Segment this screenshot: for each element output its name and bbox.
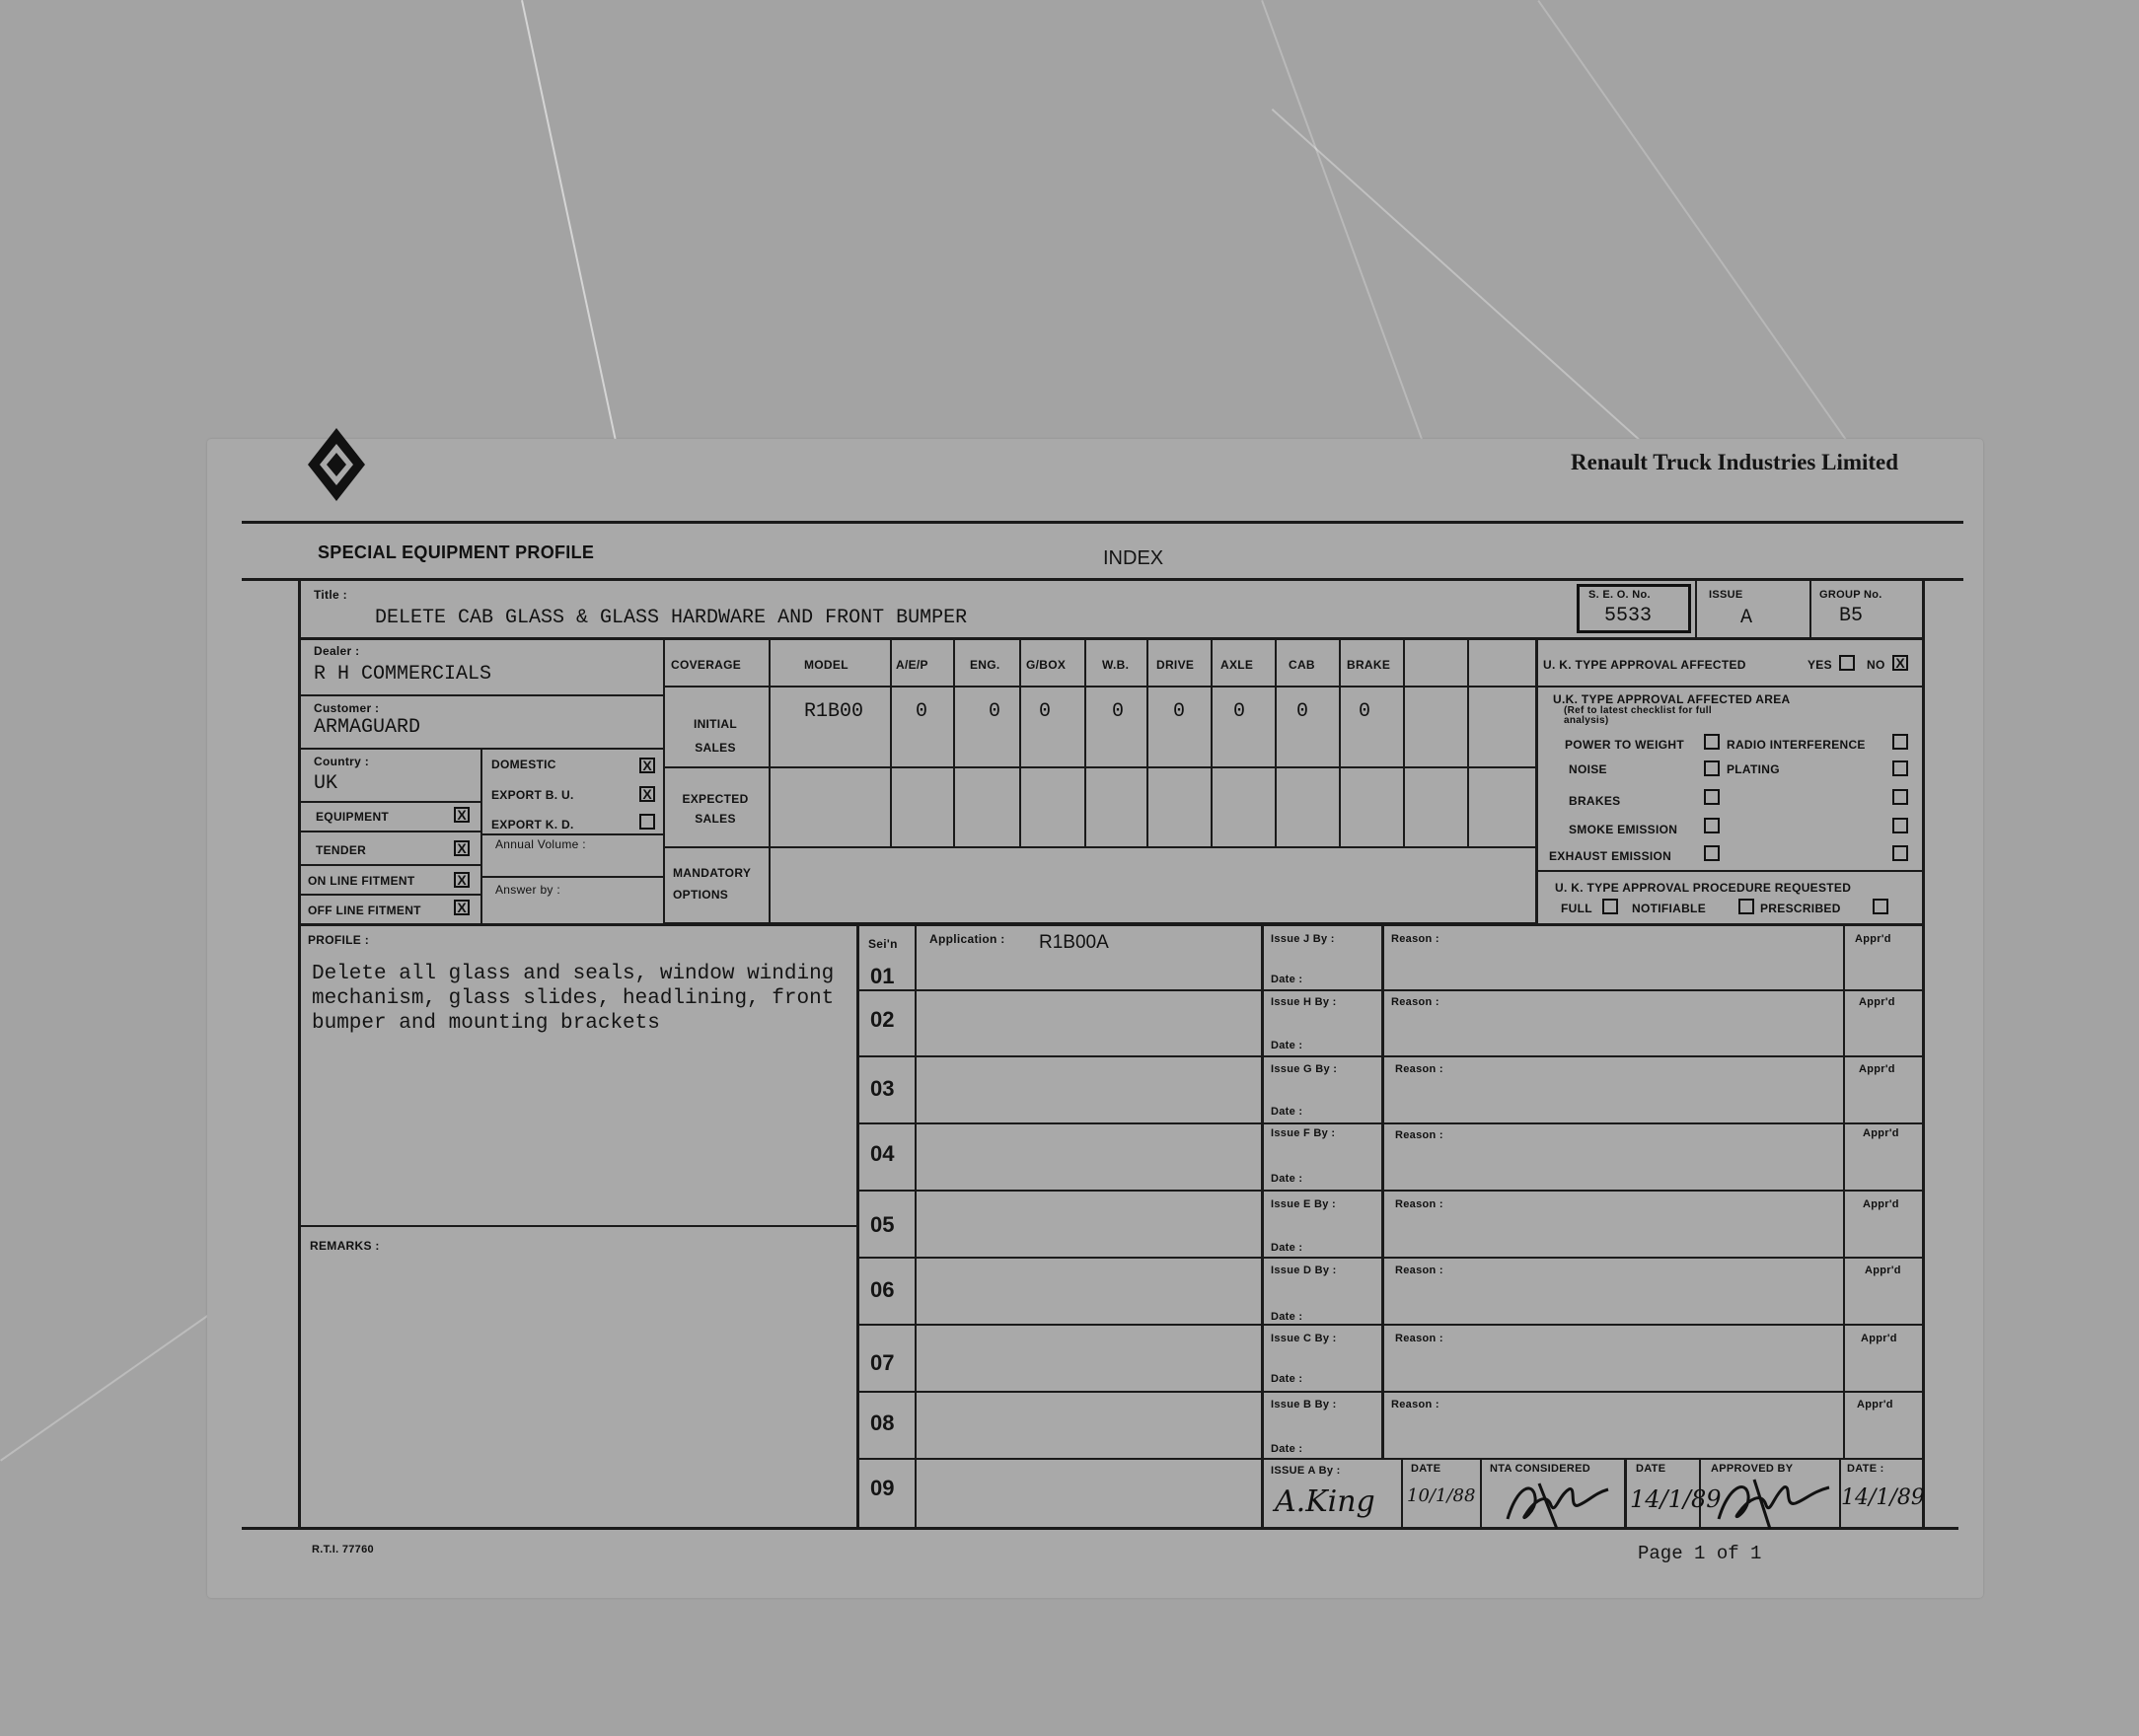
- exhaust-emission-checkbox[interactable]: [1704, 845, 1720, 861]
- divider: [1809, 580, 1811, 639]
- brake-header: BRAKE: [1347, 658, 1391, 672]
- divider: [480, 876, 663, 878]
- issue-f-reason: Reason :: [1395, 1129, 1443, 1141]
- yes-checkbox[interactable]: [1839, 655, 1855, 671]
- divider: [663, 637, 665, 925]
- form-code: R.T.I. 77760: [312, 1544, 374, 1555]
- divider: [298, 1225, 856, 1227]
- seo-label: S. E. O. No.: [1588, 589, 1651, 601]
- seq-number: 01: [870, 964, 895, 988]
- divider: [1467, 637, 1469, 846]
- initial-brake-value: 0: [1359, 700, 1371, 723]
- export-bu-checkbox[interactable]: X: [639, 786, 655, 802]
- off-line-fitment-checkbox[interactable]: X: [454, 900, 470, 915]
- initial-drive-value: 0: [1173, 700, 1186, 723]
- group-value: B5: [1839, 605, 1864, 627]
- frame-left: [298, 578, 301, 1529]
- area-brakes: BRAKES: [1569, 794, 1621, 808]
- country-value: UK: [314, 772, 338, 795]
- area-smoke-emission: SMOKE EMISSION: [1569, 823, 1678, 836]
- on-line-fitment-label: ON LINE FITMENT: [308, 874, 415, 888]
- notifiable-checkbox[interactable]: [1738, 899, 1754, 914]
- application-value: R1B00A: [1039, 932, 1109, 953]
- dealer-label: Dealer :: [314, 644, 360, 658]
- issue-d-date: Date :: [1271, 1311, 1303, 1323]
- renault-logo-icon: [306, 426, 367, 503]
- remarks-label: REMARKS :: [310, 1239, 380, 1253]
- procedure-notifiable: NOTIFIABLE: [1632, 902, 1706, 915]
- divider: [298, 923, 1924, 926]
- divider: [856, 1324, 1924, 1326]
- radio-interference-checkbox[interactable]: [1892, 734, 1908, 750]
- dealer-value: R H COMMERCIALS: [314, 663, 492, 686]
- issue-b-date: Date :: [1271, 1443, 1303, 1455]
- seq-number: 07: [870, 1350, 895, 1375]
- issue-f-date: Date :: [1271, 1173, 1303, 1185]
- issue-j-apprd: Appr'd: [1855, 933, 1891, 945]
- divider: [298, 894, 480, 896]
- country-label: Country :: [314, 755, 370, 768]
- gbox-header: G/BOX: [1026, 658, 1067, 672]
- issue-g-date: Date :: [1271, 1106, 1303, 1118]
- initial-wb-value: 0: [1112, 700, 1125, 723]
- issue-b-by: Issue B By :: [1271, 1399, 1337, 1410]
- divider: [890, 637, 892, 846]
- divider: [1261, 923, 1264, 1529]
- issue-b-reason: Reason :: [1391, 1399, 1439, 1410]
- wb-header: W.B.: [1102, 658, 1130, 672]
- divider: [242, 521, 1963, 524]
- index-label: INDEX: [1103, 547, 1164, 569]
- divider: [298, 831, 480, 832]
- seq-number: 09: [870, 1476, 895, 1500]
- issue-a-by-value: A.King: [1275, 1484, 1375, 1519]
- power-to-weight-checkbox[interactable]: [1704, 734, 1720, 750]
- title-value: DELETE CAB GLASS & GLASS HARDWARE AND FRONT BUMPER: [375, 607, 968, 629]
- issue-j-reason: Reason :: [1391, 933, 1439, 945]
- model-header: MODEL: [804, 658, 848, 672]
- blank-right-checkbox[interactable]: [1892, 818, 1908, 833]
- issue-e-reason: Reason :: [1395, 1198, 1443, 1210]
- prescribed-checkbox[interactable]: [1873, 899, 1888, 914]
- seq-number: 04: [870, 1141, 895, 1166]
- procedure-label: U. K. TYPE APPROVAL PROCEDURE REQUESTED: [1555, 881, 1852, 895]
- divider: [856, 1458, 1924, 1460]
- divider: [1019, 637, 1021, 846]
- blank-right-checkbox[interactable]: [1892, 845, 1908, 861]
- divider: [1535, 870, 1924, 872]
- area-plating: PLATING: [1727, 762, 1780, 776]
- initial-model-value: R1B00: [804, 700, 864, 723]
- issue-a-date-label: DATE: [1411, 1463, 1441, 1475]
- profile-line: Delete all glass and seals, window winding: [312, 963, 835, 985]
- divider: [1535, 686, 1924, 687]
- issue-h-by: Issue H By :: [1271, 996, 1337, 1008]
- scratch: [1537, 0, 1879, 486]
- divider: [663, 766, 1537, 768]
- divider: [298, 694, 663, 696]
- yes-label: YES: [1807, 658, 1832, 672]
- axle-header: AXLE: [1220, 658, 1254, 672]
- issue-b-apprd: Appr'd: [1857, 1399, 1893, 1410]
- divider: [298, 637, 1924, 640]
- no-checkbox[interactable]: X: [1892, 655, 1908, 671]
- divider: [1403, 637, 1405, 846]
- seq-number: 03: [870, 1076, 895, 1101]
- plating-checkbox[interactable]: [1892, 760, 1908, 776]
- coverage-header: COVERAGE: [671, 658, 742, 672]
- divider: [856, 1190, 1924, 1192]
- divider: [769, 637, 771, 923]
- issue-h-apprd: Appr'd: [1859, 996, 1895, 1008]
- issue-c-reason: Reason :: [1395, 1333, 1443, 1344]
- issue-g-by: Issue G By :: [1271, 1063, 1338, 1075]
- issue-d-by: Issue D By :: [1271, 1265, 1337, 1276]
- on-line-fitment-checkbox[interactable]: X: [454, 872, 470, 888]
- profile-text: [312, 962, 834, 1036]
- divider: [298, 801, 480, 803]
- full-checkbox[interactable]: [1602, 899, 1618, 914]
- issue-c-date: Date :: [1271, 1373, 1303, 1385]
- procedure-full: FULL: [1561, 902, 1592, 915]
- approved-date-value: 14/1/89: [1841, 1485, 1925, 1510]
- issue-c-by: Issue C By :: [1271, 1333, 1337, 1344]
- divider: [1211, 637, 1213, 846]
- divider: [663, 686, 1537, 687]
- procedure-prescribed: PRESCRIBED: [1760, 902, 1841, 915]
- divider: [953, 637, 955, 846]
- divider: [1275, 637, 1277, 846]
- approved-date-label: DATE :: [1847, 1463, 1884, 1475]
- seq-number: 06: [870, 1277, 895, 1302]
- divider: [856, 1122, 1924, 1124]
- equipment-checkbox[interactable]: X: [454, 807, 470, 823]
- initial-aep-value: 0: [916, 700, 928, 723]
- blank-right-checkbox[interactable]: [1892, 789, 1908, 805]
- export-bu-label: EXPORT B. U.: [491, 788, 574, 802]
- annual-volume-label: Annual Volume :: [495, 837, 586, 851]
- issue-value: A: [1740, 607, 1753, 629]
- initial-gbox-value: 0: [1039, 700, 1052, 723]
- issue-c-apprd: Appr'd: [1861, 1333, 1897, 1344]
- area-exhaust-emission: EXHAUST EMISSION: [1549, 849, 1672, 863]
- area-noise: NOISE: [1569, 762, 1607, 776]
- area-power-to-weight: POWER TO WEIGHT: [1565, 738, 1684, 752]
- seq-number: 08: [870, 1410, 895, 1435]
- divider: [915, 923, 917, 1529]
- divider: [663, 846, 1537, 848]
- divider: [1146, 637, 1148, 846]
- export-kd-label: EXPORT K. D.: [491, 818, 574, 832]
- domestic-checkbox[interactable]: X: [639, 758, 655, 773]
- equipment-label: EQUIPMENT: [316, 810, 390, 824]
- brakes-checkbox[interactable]: [1704, 789, 1720, 805]
- off-line-fitment-label: OFF LINE FITMENT: [308, 904, 421, 917]
- initial-sales-label: INITIAL SALES: [693, 717, 738, 755]
- aep-header: A/E/P: [896, 658, 928, 672]
- divider: [856, 923, 859, 1529]
- divider: [1535, 637, 1538, 923]
- divider: [856, 1055, 1924, 1057]
- divider: [1401, 1458, 1403, 1529]
- divider: [856, 1391, 1924, 1393]
- company-name: Renault Truck Industries Limited: [1571, 450, 1899, 474]
- divider: [1480, 1458, 1482, 1529]
- tender-checkbox[interactable]: X: [454, 840, 470, 856]
- issue-g-apprd: Appr'd: [1859, 1063, 1895, 1075]
- initial-axle-value: 0: [1233, 700, 1246, 723]
- mandatory-options-label: MANDATORY OPTIONS: [673, 866, 751, 902]
- issue-j-date: Date :: [1271, 974, 1303, 985]
- signature-icon: [1500, 1476, 1618, 1531]
- group-label: GROUP No.: [1819, 589, 1882, 601]
- cab-header: CAB: [1289, 658, 1315, 672]
- issue-d-apprd: Appr'd: [1865, 1265, 1901, 1276]
- export-kd-checkbox[interactable]: [639, 814, 655, 830]
- approval-area-title: U.K. TYPE APPROVAL AFFECTED AREA: [1553, 692, 1791, 706]
- frame-right: [1922, 578, 1925, 1529]
- profile-label: PROFILE :: [308, 933, 370, 947]
- title-label: Title :: [314, 588, 347, 602]
- domestic-label: DOMESTIC: [491, 758, 556, 771]
- expected-sales-label: EXPECTED SALES: [682, 792, 749, 826]
- divider: [856, 989, 1924, 991]
- noise-checkbox[interactable]: [1704, 760, 1720, 776]
- divider: [1084, 637, 1086, 846]
- divider: [480, 748, 482, 925]
- issue-d-reason: Reason :: [1395, 1265, 1443, 1276]
- no-label: NO: [1867, 658, 1885, 672]
- issue-e-by: Issue E By :: [1271, 1198, 1336, 1210]
- divider: [1624, 1458, 1627, 1529]
- divider: [242, 578, 1963, 581]
- issue-a-date-value: 10/1/88: [1407, 1485, 1476, 1506]
- issue-h-reason: Reason :: [1391, 996, 1439, 1008]
- issue-e-apprd: Appr'd: [1863, 1198, 1899, 1210]
- smoke-emission-checkbox[interactable]: [1704, 818, 1720, 833]
- approved-by-label: APPROVED BY: [1711, 1463, 1794, 1475]
- form-title: SPECIAL EQUIPMENT PROFILE: [318, 542, 595, 562]
- eng-header: ENG.: [970, 658, 1000, 672]
- issue-f-by: Issue F By :: [1271, 1127, 1336, 1139]
- signature-icon: [1713, 1474, 1835, 1531]
- profile-line: mechanism, glass slides, headlining, front: [312, 987, 835, 1010]
- nta-date-value: 14/1/89: [1630, 1485, 1722, 1513]
- divider: [480, 833, 663, 835]
- divider: [1381, 923, 1384, 1460]
- application-label: Application :: [929, 932, 1005, 946]
- customer-label: Customer :: [314, 701, 380, 715]
- nta-date-label: DATE: [1636, 1463, 1666, 1475]
- seq-number: 05: [870, 1212, 895, 1237]
- approval-area-note: (Ref to latest checklist for full analysis): [1564, 705, 1712, 726]
- initial-eng-value: 0: [989, 700, 1001, 723]
- frame-bottom: [242, 1527, 1958, 1530]
- drive-header: DRIVE: [1156, 658, 1195, 672]
- divider: [856, 1257, 1924, 1259]
- divider: [1843, 923, 1845, 1460]
- seq-number: 02: [870, 1007, 895, 1032]
- issue-j-by: Issue J By :: [1271, 933, 1335, 945]
- seq-label: Sei'n: [868, 937, 898, 951]
- divider: [298, 864, 480, 866]
- tender-label: TENDER: [316, 843, 367, 857]
- issue-f-apprd: Appr'd: [1863, 1127, 1899, 1139]
- nta-considered-label: NTA CONSIDERED: [1490, 1463, 1590, 1475]
- profile-line: bumper and mounting brackets: [312, 1012, 660, 1035]
- issue-a-by-label: ISSUE A By :: [1271, 1465, 1341, 1477]
- seo-value: 5533: [1604, 605, 1653, 627]
- divider: [1339, 637, 1341, 846]
- initial-cab-value: 0: [1296, 700, 1309, 723]
- issue-g-reason: Reason :: [1395, 1063, 1443, 1075]
- answer-by-label: Answer by :: [495, 883, 560, 897]
- divider: [1695, 580, 1697, 639]
- issue-label: ISSUE: [1709, 589, 1743, 601]
- uk-approval-affected-label: U. K. TYPE APPROVAL AFFECTED: [1543, 658, 1746, 672]
- issue-e-date: Date :: [1271, 1242, 1303, 1254]
- issue-h-date: Date :: [1271, 1040, 1303, 1051]
- page-indicator: Page 1 of 1: [1638, 1543, 1762, 1564]
- area-radio-interference: RADIO INTERFERENCE: [1727, 738, 1866, 752]
- customer-value: ARMAGUARD: [314, 716, 421, 739]
